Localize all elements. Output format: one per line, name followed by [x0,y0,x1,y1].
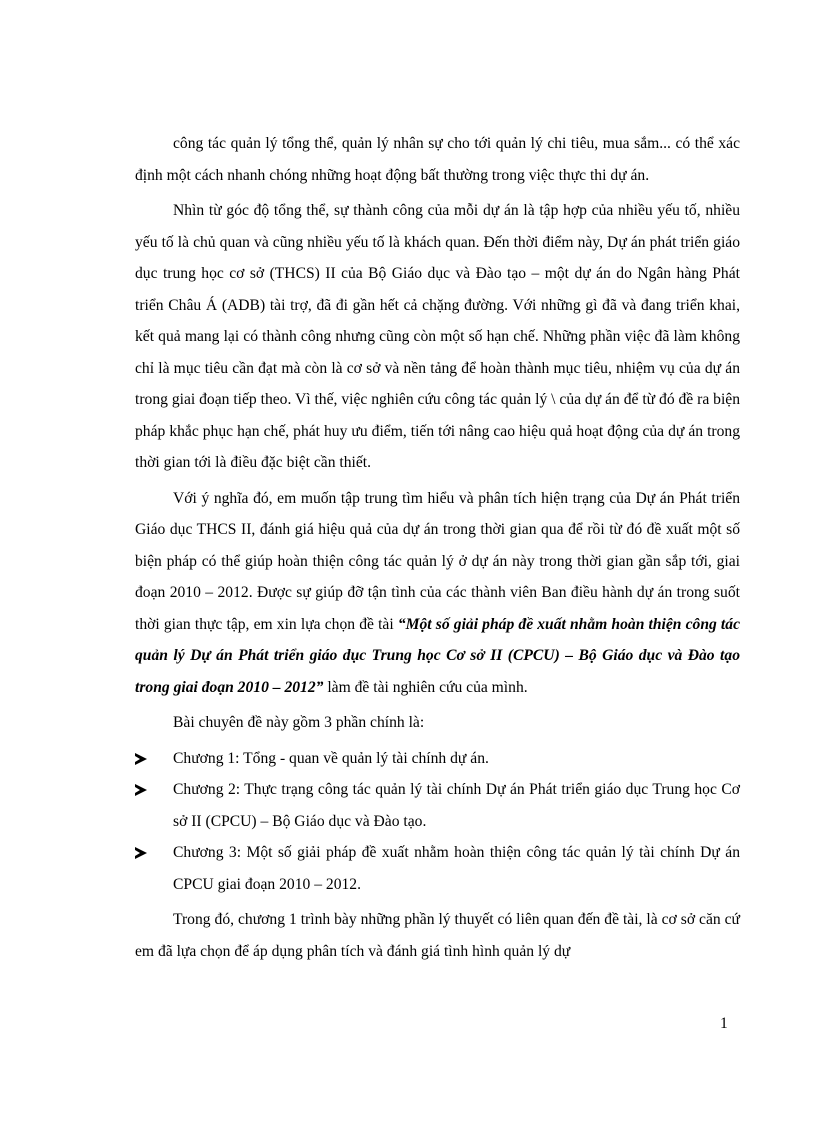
paragraph-3-end: làm đề tài nghiên cứu của mình. [323,678,528,696]
chapter-3-text: Chương 3: Một số giải pháp đề xuất nhằm hoàn thiện công tác quản lý tài chính Dự án CPCU giai đoạn 2010 – 2012. [173,844,740,893]
paragraph-5: Trong đó, chương 1 trình bày những phần lý thuyết có liên quan đến đề tài, là cơ sở căn cứ em đã lựa chọn để áp dụng phân tích và đánh giá tình hình quản lý dự [135,911,740,960]
arrow-bullet-icon [135,753,147,765]
arrow-bullet-icon [135,784,147,796]
chapter-list-item [135,774,740,837]
chapter-2-text: Chương 2: Thực trạng công tác quản lý tài chính Dự án Phát triển giáo dục Trung học Cơ sở II (CPCU) – Bộ Giáo dục và Đào tạo. [173,781,740,830]
chapter-list [135,743,740,901]
thesis-title: “Một số giải pháp đề xuất nhằm hoàn thiện công tác quản lý Dự án Phát triển giáo dục Trung học Cơ sở II (CPCU) – Bộ Giáo dục và Đào tạo trong giai đoạn 2010 – 2012” [135,615,740,696]
paragraph-1: công tác quản lý tổng thể, quản lý nhân sự cho tới quản lý chi tiêu, mua sắm... có thể xác định một cách nhanh chóng những hoạt động bất thường trong việc thực thi dự án. [135,135,740,184]
paragraph-4: Bài chuyên đề này gồm 3 phần chính là: [173,714,425,731]
page-number: 1 [720,1015,728,1032]
paragraph-3 [135,483,740,704]
document-body [135,128,740,971]
paragraph-3-start: Với ý nghĩa đó, em muốn tập trung tìm hiểu và phân tích hiện trạng của Dự án Phát triển Giáo dục THCS II, đánh giá hiệu quả của dự án trong thời gian qua để rồi từ đó đề xuất một số biện pháp có thể giúp hoàn thiện công tác quản lý ở dự án này trong thời gian gần sắp tới, giai đoạn 2010 – 2012. Được sự giúp đỡ tận tình của các thành viên Ban điều hành dự án trong suốt thời gian thực tập, em xin lựa chọn đề tài [135,489,740,633]
chapter-list-item [135,743,740,775]
chapter-list-item [135,837,740,900]
chapter-1-text: Chương 1: Tổng - quan về quản lý tài chính dự án. [173,749,489,767]
arrow-bullet-icon [135,847,147,859]
paragraph-2: Nhìn từ góc độ tổng thể, sự thành công của mỗi dự án là tập hợp của nhiều yếu tố, nhiều yếu tố là chủ quan và cũng nhiều yếu tố là khách quan. Đến thời điểm này, Dự án phát triển giáo dục trung học cơ sở (THCS) II của Bộ Giáo dục và Đào tạo – một dự án do Ngân hàng Phát triển Châu Á (ADB) tài trợ, đã đi gần hết cả chặng đường. Với những gì đã và đang triển khai, kết quả mang lại có thành công nhưng cũng còn một số hạn chế. Những phần việc đã làm không chỉ là mục tiêu cần đạt mà còn là cơ sở và nền tảng để hoàn thành mục tiêu, nhiệm vụ của dự án trong giai đoạn tiếp theo. Vì thế, việc nghiên cứu công tác quản lý \ của dự án để từ đó đề ra biện pháp khắc phục hạn chế, phát huy ưu điểm, tiến tới nâng cao hiệu quả hoạt động của dự án trong thời gian tới là điều đặc biệt cần thiết. [135,202,740,471]
